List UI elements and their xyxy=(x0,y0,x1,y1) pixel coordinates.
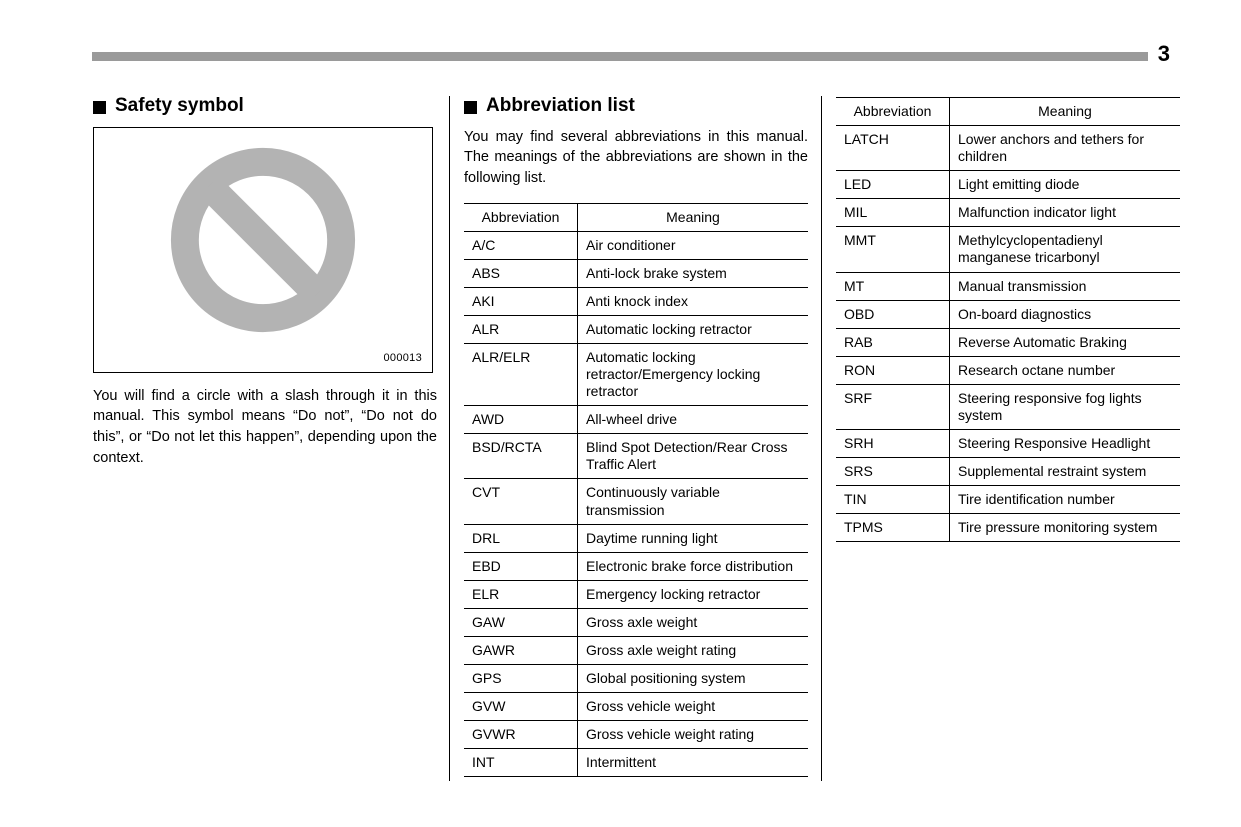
meaning-cell: Reverse Automatic Braking xyxy=(950,328,1181,356)
abbreviation-cell: TPMS xyxy=(836,514,950,542)
table-row xyxy=(464,406,808,434)
right-column xyxy=(836,96,1180,542)
meaning-cell: Blind Spot Detection/Rear Cross Traffic Alert xyxy=(578,434,809,479)
table-row xyxy=(836,430,1180,458)
figure-code: 000013 xyxy=(383,351,422,364)
abbreviation-intro-text: You may find several abbreviations in this manual. The meanings of the abbreviations are shown in the following list. xyxy=(464,128,808,187)
abbreviation-cell: CVT xyxy=(464,479,578,524)
table-row xyxy=(464,259,808,287)
left-column xyxy=(93,96,437,483)
table-row xyxy=(836,486,1180,514)
header-rule xyxy=(92,52,1148,61)
table-row xyxy=(836,227,1180,272)
meaning-cell: Automatic locking retractor xyxy=(578,315,809,343)
meaning-cell: Automatic locking retractor/Emergency locking retractor xyxy=(578,344,809,406)
table-row xyxy=(464,665,808,693)
abbreviation-cell: INT xyxy=(464,749,578,777)
table-row xyxy=(464,580,808,608)
meaning-cell: All-wheel drive xyxy=(578,406,809,434)
table-row xyxy=(464,434,808,479)
meaning-cell: Methylcyclopentadienyl manganese tricarbonyl xyxy=(950,227,1181,272)
meaning-cell: Supplemental restraint system xyxy=(950,458,1181,486)
meaning-cell: Gross vehicle weight rating xyxy=(578,721,809,749)
meaning-cell: Tire identification number xyxy=(950,486,1181,514)
column-header-meaning: Meaning xyxy=(578,203,809,231)
abbreviation-cell: MIL xyxy=(836,199,950,227)
abbreviation-cell: GVWR xyxy=(464,721,578,749)
column-divider-2 xyxy=(821,96,822,781)
table-row xyxy=(836,328,1180,356)
abbreviation-cell: EBD xyxy=(464,552,578,580)
abbreviation-table-part-2 xyxy=(836,97,1180,542)
meaning-cell: Air conditioner xyxy=(578,231,809,259)
table-row xyxy=(836,199,1180,227)
abbreviation-cell: GAW xyxy=(464,608,578,636)
table-row xyxy=(464,287,808,315)
table-row xyxy=(464,749,808,777)
square-bullet-icon xyxy=(464,101,477,114)
table-row xyxy=(464,315,808,343)
safety-symbol-heading xyxy=(93,96,437,117)
abbreviation-cell: TIN xyxy=(836,486,950,514)
table-row xyxy=(464,344,808,406)
meaning-cell: On-board diagnostics xyxy=(950,300,1181,328)
column-header-abbreviation: Abbreviation xyxy=(836,98,950,126)
meaning-cell: Gross axle weight xyxy=(578,608,809,636)
abbreviation-cell: AWD xyxy=(464,406,578,434)
table-header-row xyxy=(464,203,808,231)
meaning-cell: Anti-lock brake system xyxy=(578,259,809,287)
table-row xyxy=(836,300,1180,328)
table-row xyxy=(836,514,1180,542)
column-divider-1 xyxy=(449,96,450,781)
abbreviation-cell: DRL xyxy=(464,524,578,552)
meaning-cell: Gross vehicle weight xyxy=(578,693,809,721)
meaning-cell: Intermittent xyxy=(578,749,809,777)
page-number: 3 xyxy=(1157,41,1170,66)
table-row xyxy=(464,693,808,721)
meaning-cell: Anti knock index xyxy=(578,287,809,315)
table-row xyxy=(836,356,1180,384)
abbreviation-table-part-2-wrap xyxy=(836,97,1180,542)
table-row xyxy=(464,636,808,664)
table-row xyxy=(464,552,808,580)
meaning-cell: Light emitting diode xyxy=(950,171,1181,199)
safety-symbol-figure xyxy=(93,127,433,373)
meaning-cell: Lower anchors and tethers for children xyxy=(950,126,1181,171)
abbreviation-cell: OBD xyxy=(836,300,950,328)
abbreviation-cell: MMT xyxy=(836,227,950,272)
table-row xyxy=(464,231,808,259)
table-row xyxy=(836,458,1180,486)
abbreviation-cell: ALR/ELR xyxy=(464,344,578,406)
abbreviation-cell: BSD/RCTA xyxy=(464,434,578,479)
abbreviation-cell: GAWR xyxy=(464,636,578,664)
abbreviation-cell: GVW xyxy=(464,693,578,721)
meaning-cell: Manual transmission xyxy=(950,272,1181,300)
table-row xyxy=(836,384,1180,429)
abbreviation-list-heading xyxy=(464,96,808,117)
abbreviation-table-part-1-wrap xyxy=(464,203,808,778)
abbreviation-cell: LED xyxy=(836,171,950,199)
table-row xyxy=(464,721,808,749)
table-row xyxy=(836,126,1180,171)
safety-symbol-body: You will find a circle with a slash through it in this manual. This symbol means “Do not”, “Do not do this”, or “Do not let this happen”, depending upon the context. xyxy=(93,387,437,466)
abbreviation-cell: RON xyxy=(836,356,950,384)
square-bullet-icon xyxy=(93,101,106,114)
abbreviation-cell: MT xyxy=(836,272,950,300)
abbreviation-cell: ABS xyxy=(464,259,578,287)
abbreviation-list-heading-label: Abbreviation list xyxy=(486,95,635,116)
meaning-cell: Daytime running light xyxy=(578,524,809,552)
abbreviation-cell: AKI xyxy=(464,287,578,315)
table-row xyxy=(464,524,808,552)
abbreviation-cell: SRH xyxy=(836,430,950,458)
abbreviation-cell: ALR xyxy=(464,315,578,343)
meaning-cell: Malfunction indicator light xyxy=(950,199,1181,227)
table-row xyxy=(836,272,1180,300)
middle-column xyxy=(464,96,808,777)
meaning-cell: Steering responsive fog lights system xyxy=(950,384,1181,429)
column-header-meaning: Meaning xyxy=(950,98,1181,126)
table-row xyxy=(464,479,808,524)
meaning-cell: Continuously variable transmission xyxy=(578,479,809,524)
column-header-abbreviation: Abbreviation xyxy=(464,203,578,231)
meaning-cell: Steering Responsive Headlight xyxy=(950,430,1181,458)
abbreviation-cell: SRF xyxy=(836,384,950,429)
meaning-cell: Global positioning system xyxy=(578,665,809,693)
abbreviation-cell: ELR xyxy=(464,580,578,608)
meaning-cell: Research octane number xyxy=(950,356,1181,384)
safety-symbol-heading-label: Safety symbol xyxy=(115,95,244,116)
abbreviation-cell: RAB xyxy=(836,328,950,356)
meaning-cell: Tire pressure monitoring system xyxy=(950,514,1181,542)
table-header-row xyxy=(836,98,1180,126)
table-row xyxy=(836,171,1180,199)
table-row xyxy=(464,608,808,636)
prohibition-circle-slash-icon xyxy=(170,147,356,333)
meaning-cell: Emergency locking retractor xyxy=(578,580,809,608)
abbreviation-cell: GPS xyxy=(464,665,578,693)
abbreviation-cell: LATCH xyxy=(836,126,950,171)
meaning-cell: Gross axle weight rating xyxy=(578,636,809,664)
abbreviation-cell: A/C xyxy=(464,231,578,259)
abbreviation-cell: SRS xyxy=(836,458,950,486)
abbreviation-table-part-1 xyxy=(464,203,808,778)
meaning-cell: Electronic brake force distribution xyxy=(578,552,809,580)
